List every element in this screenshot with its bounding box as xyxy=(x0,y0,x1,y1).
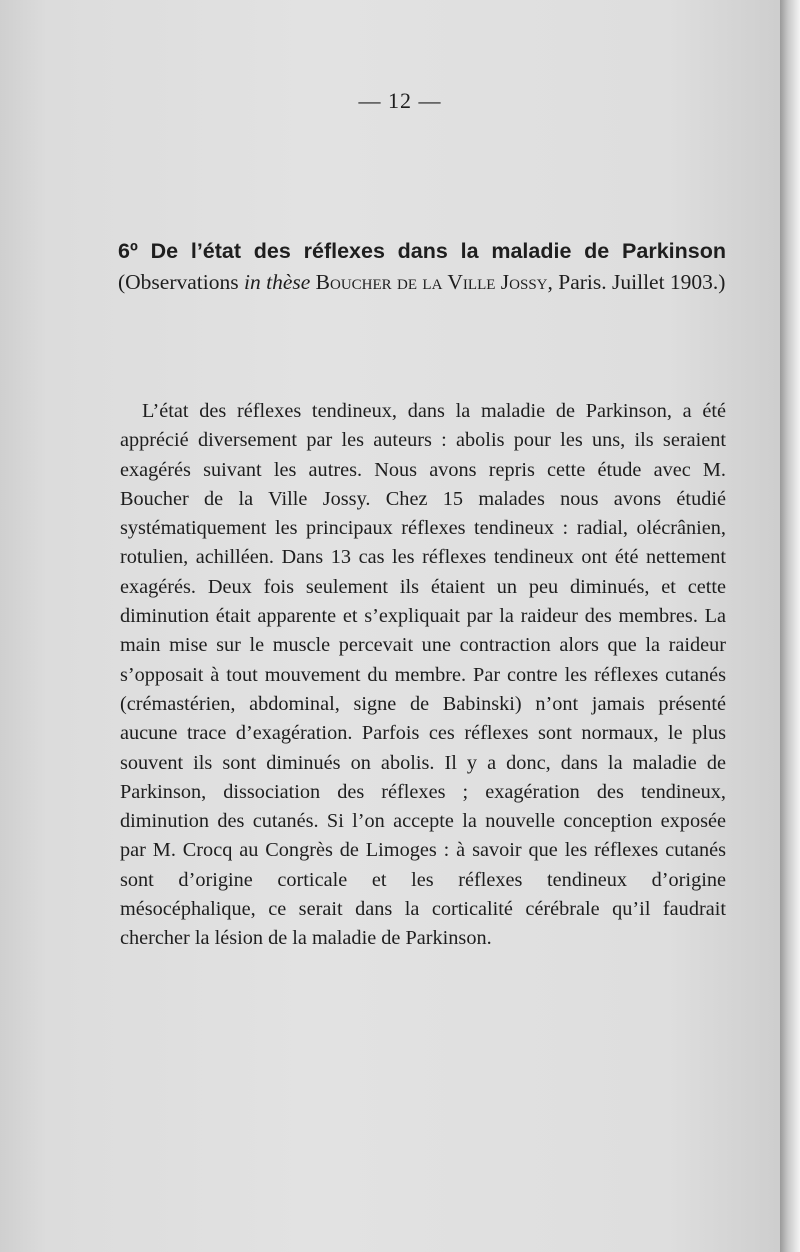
section-heading-tail: , Paris. Juillet 1903.) xyxy=(547,270,726,294)
page-number: — 12 — xyxy=(358,88,442,113)
section-heading-paren: (Observations xyxy=(118,270,244,294)
page-edge-shadow xyxy=(780,0,800,1252)
section-heading-italic: in thèse xyxy=(244,270,311,294)
section-heading-author: Boucher de la Ville Jossy xyxy=(310,270,548,294)
section-heading xyxy=(118,236,726,298)
section-heading-title: 6º De l’état des réflexes dans la maladie de Parkinson xyxy=(118,239,726,263)
body-paragraph: L’état des réflexes tendineux, dans la maladie de Parkinson, a été apprécié diversement par les auteurs : abolis pour les uns, ils seraient exagérés suivant les autres. Nous avons repris cette étude avec M. Boucher de la Ville Jossy. Chez 15 malades nous avons étudié systématiquement les principaux réflexes tendineux : radial, olécrânien, rotulien, achilléen. Dans 13 cas les réflexes tendineux ont été nettement exagérés. Deux fois seulement ils étaient un peu diminués, et cette diminution était apparente et s’expliquait par la raideur des membres. La main mise sur le muscle percevait une contraction alors que la raideur s’opposait à tout mouvement du membre. Par contre les réflexes cutanés (crémastérien, abdominal, signe de Babinski) n’ont jamais présenté aucune trace d’exagération. Parfois ces réflexes sont normaux, le plus souvent ils sont diminués on abolis. Il y a donc, dans la maladie de Parkinson, dissociation des réflexes ; exagération des tendineux, diminution des cutanés. Si l’on accepte la nouvelle conception exposée par M. Crocq au Congrès de Limoges : à savoir que les réflexes cutanés sont d’origine corticale et les réflexes tendineux d’origine mésocéphalique, ce serait dans la corticalité cérébrale qu’il faudrait chercher la lésion de la maladie de Parkinson. xyxy=(120,400,726,950)
